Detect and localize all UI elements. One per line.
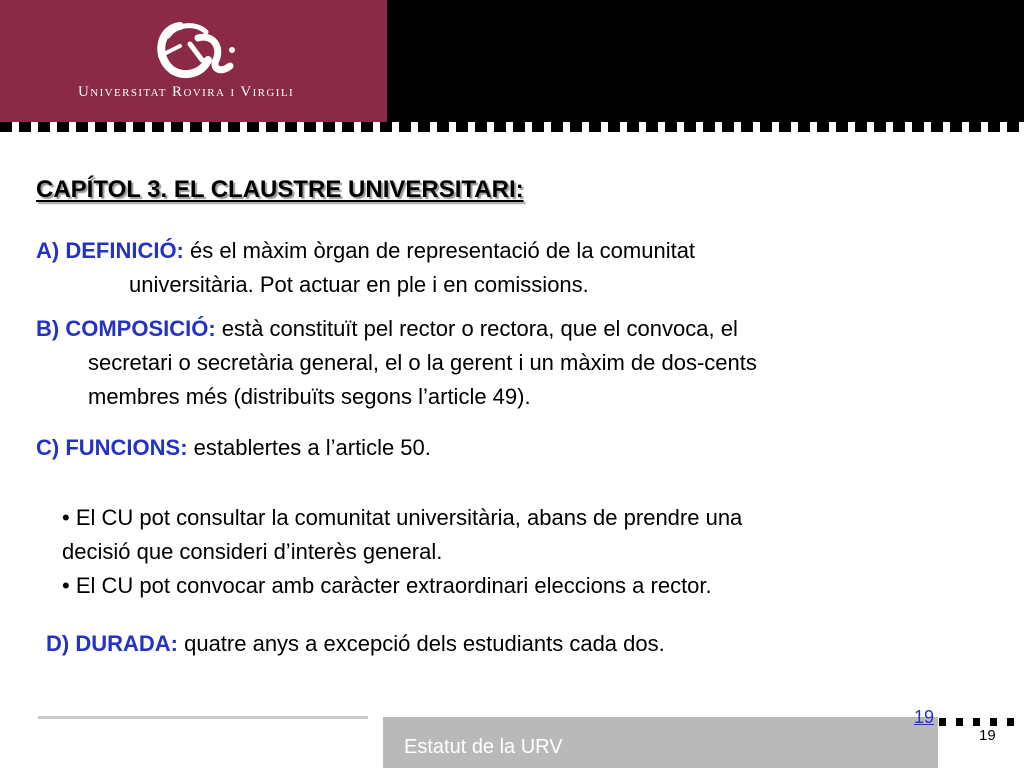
- section-d-durada: [46, 627, 665, 661]
- bullet-list: [62, 501, 742, 603]
- section-c-label: C) FUNCIONS:: [36, 435, 188, 460]
- section-d-label: D) DURADA:: [46, 631, 178, 656]
- section-b-composicio: [36, 312, 757, 414]
- section-b-line1: està constituït pel rector o rectora, que el convoca, el: [215, 316, 738, 341]
- section-d-text: quatre anys a excepció dels estudiants cada dos.: [177, 631, 665, 656]
- section-a-definicio: [36, 234, 695, 302]
- section-a-line2: universitària. Pot actuar en ple i en comissions.: [129, 272, 589, 297]
- header-black-panel: [387, 0, 1024, 122]
- list-item: decisió que consideri d’interès general.: [62, 539, 443, 564]
- slide-page-number: 19: [914, 707, 935, 727]
- slide-title: CAPÍTOL 3. EL CLAUSTRE UNIVERSITARI:: [36, 176, 524, 203]
- section-b-label: B) COMPOSICIÓ:: [36, 316, 216, 341]
- header-dashed-divider: [0, 122, 1024, 132]
- section-a-line1: és el màxim òrgan de representació de la comunitat: [183, 238, 696, 263]
- section-c-funcions: [36, 431, 431, 465]
- master-page-number: 19: [979, 727, 996, 744]
- university-name: Universitat Rovira i Virgili: [78, 84, 295, 100]
- footer-divider-line: [38, 716, 368, 719]
- section-a-label: A) DEFINICIÓ:: [36, 238, 184, 263]
- footer-dashed-divider: [939, 718, 1024, 726]
- section-b-line3: membres més (distribuïts segons l’article 49).: [88, 384, 531, 409]
- section-b-line2: secretari o secretària general, el o la gerent i un màxim de dos-cents: [88, 350, 757, 375]
- university-logo-icon: [150, 16, 240, 82]
- list-item: • El CU pot consultar la comunitat universitària, abans de prendre una: [62, 505, 743, 530]
- header-brand-panel: [0, 0, 387, 122]
- list-item: • El CU pot convocar amb caràcter extraordinari eleccions a rector.: [62, 573, 712, 598]
- footer-title: Estatut de la URV: [404, 736, 563, 758]
- section-c-text: establertes a l’article 50.: [187, 435, 431, 460]
